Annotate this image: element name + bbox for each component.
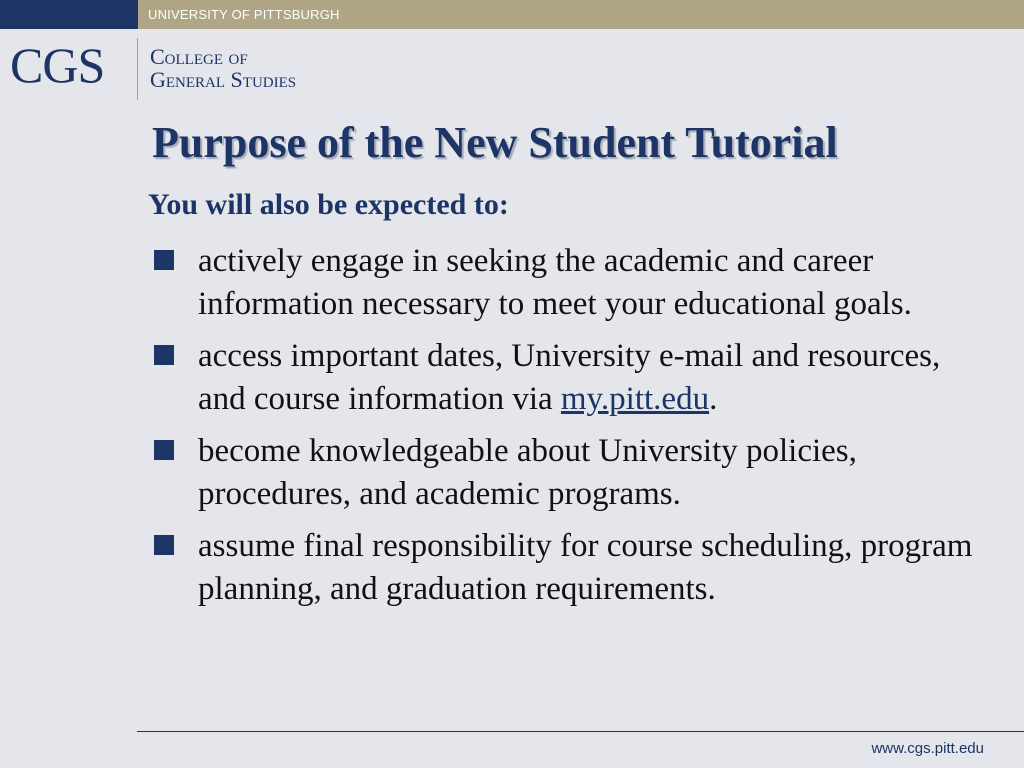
bullet-item	[150, 525, 990, 611]
square-bullet-icon	[154, 440, 174, 460]
cgs-logo-mark: CGS	[10, 37, 105, 93]
footer-url: www.cgs.pitt.edu	[871, 740, 984, 757]
bullet-text: become knowledgeable about University policies, procedures, and academic programs.	[198, 433, 857, 512]
bullet-item	[150, 240, 990, 326]
college-name-line1: College of	[150, 44, 248, 69]
slide-title: Purpose of the New Student Tutorial	[152, 118, 838, 167]
top-banner-navy-block	[0, 0, 138, 29]
college-name-line2: General Studies	[150, 67, 297, 92]
square-bullet-icon	[154, 535, 174, 555]
bullet-list	[150, 240, 990, 620]
bullet-item	[150, 430, 990, 516]
lead-in-text: You will also be expected to:	[148, 188, 509, 221]
top-banner	[0, 0, 1024, 29]
college-name	[150, 45, 296, 91]
footer-divider	[137, 731, 1024, 732]
my-pitt-link[interactable]: my.pitt.edu	[560, 381, 710, 417]
bullet-item	[150, 335, 990, 421]
square-bullet-icon	[154, 250, 174, 270]
bullet-text: actively engage in seeking the academic and career information necessary to meet your educational goals.	[198, 243, 912, 322]
bullet-text: access important dates, University e-mail and resources, and course information via	[198, 338, 941, 417]
bullet-text-end: .	[709, 381, 718, 417]
logo-divider	[137, 38, 138, 100]
square-bullet-icon	[154, 345, 174, 365]
bullet-text: assume final responsibility for course scheduling, program planning, and graduation requirements.	[198, 528, 973, 607]
university-label: UNIVERSITY OF PITTSBURGH	[148, 7, 340, 22]
